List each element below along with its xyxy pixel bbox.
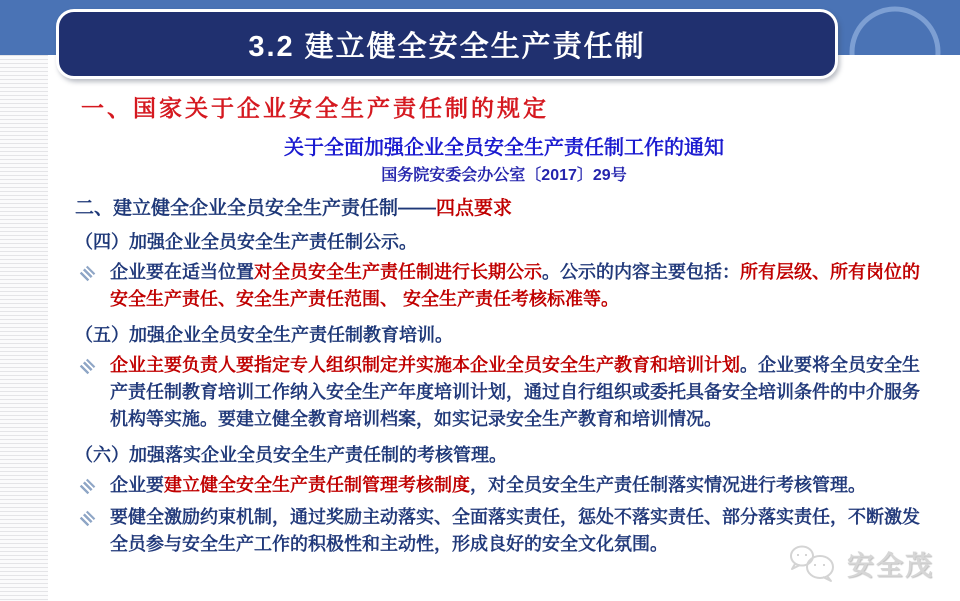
left-stripe-decoration bbox=[0, 55, 48, 601]
text-segment: 建立健全安全生产责任制管理考核制度 bbox=[164, 475, 470, 495]
text-segment: 。公示的内容主要包括： bbox=[542, 262, 740, 282]
slide-content bbox=[75, 88, 933, 563]
watermark-label: 安全茂 bbox=[847, 550, 934, 581]
text-segment: 。企业要将全员安全生产责任制教育培训工作纳入安全生产年度培训计划，通过自行组织或委托具备安全培训条件的中介服务机构等实施。要建立健全教育培训档案，如实记录安全生产教育和培训情况。 bbox=[110, 355, 920, 429]
bullet-text bbox=[110, 352, 933, 433]
text-segment: 所有层级、所有岗位的安全生产责任、安全生产责任范围、 安全生产责任考核标准等。 bbox=[110, 262, 920, 309]
intro-highlight: 四点要求 bbox=[436, 198, 513, 219]
intro-line bbox=[75, 193, 933, 220]
wechat-bubbles-icon bbox=[787, 543, 839, 583]
notice-title: 关于全面加强企业全员安全生产责任制工作的通知 bbox=[284, 137, 724, 159]
text-segment: 对全员安全生产责任制进行长期公示 bbox=[254, 262, 542, 282]
list-item bbox=[75, 259, 933, 313]
text-segment: 企业要在适当位置 bbox=[110, 262, 254, 282]
text-segment: ，对全员安全生产责任制落实情况进行考核管理。 bbox=[470, 475, 866, 495]
list-item bbox=[75, 352, 933, 433]
slide-title-bar bbox=[56, 9, 838, 79]
slide-title: 3.2 建立健全安全生产责任制 bbox=[248, 30, 646, 63]
text-segment: 企业主要负责人要指定专人组织制定并实施本企业全员安全生产教育和培训计划 bbox=[110, 355, 740, 375]
text-segment: 企业要 bbox=[110, 475, 164, 495]
watermark bbox=[787, 543, 934, 583]
striped-diamond-bullet-icon bbox=[80, 359, 96, 375]
striped-diamond-bullet-icon bbox=[80, 479, 96, 495]
intro-prefix: 二、建立健全企业全员安全生产责任制—— bbox=[75, 198, 437, 219]
bullet-text bbox=[110, 259, 933, 313]
main-heading: 一、国家关于企业安全生产责任制的规定 bbox=[81, 95, 549, 121]
section-heading-4: （四）加强企业全员安全生产责任制公示。 bbox=[75, 232, 417, 252]
bullet-text bbox=[110, 472, 866, 499]
list-item bbox=[75, 472, 933, 499]
notice-source: 国务院安委会办公室〔2017〕29号 bbox=[381, 167, 627, 184]
striped-diamond-bullet-icon bbox=[80, 511, 96, 527]
section-heading-6: （六）加强落实企业全员安全生产责任制的考核管理。 bbox=[75, 445, 507, 465]
striped-diamond-bullet-icon bbox=[80, 266, 96, 282]
section-heading-5: （五）加强企业全员安全生产责任制教育培训。 bbox=[75, 325, 453, 345]
text-segment: 要健全激励约束机制，通过奖励主动落实、全面落实责任，惩处不落实责任、部分落实责任，不断激发全员参与安全生产工作的积极性和主动性，形成良好的安全文化氛围。 bbox=[110, 507, 920, 554]
